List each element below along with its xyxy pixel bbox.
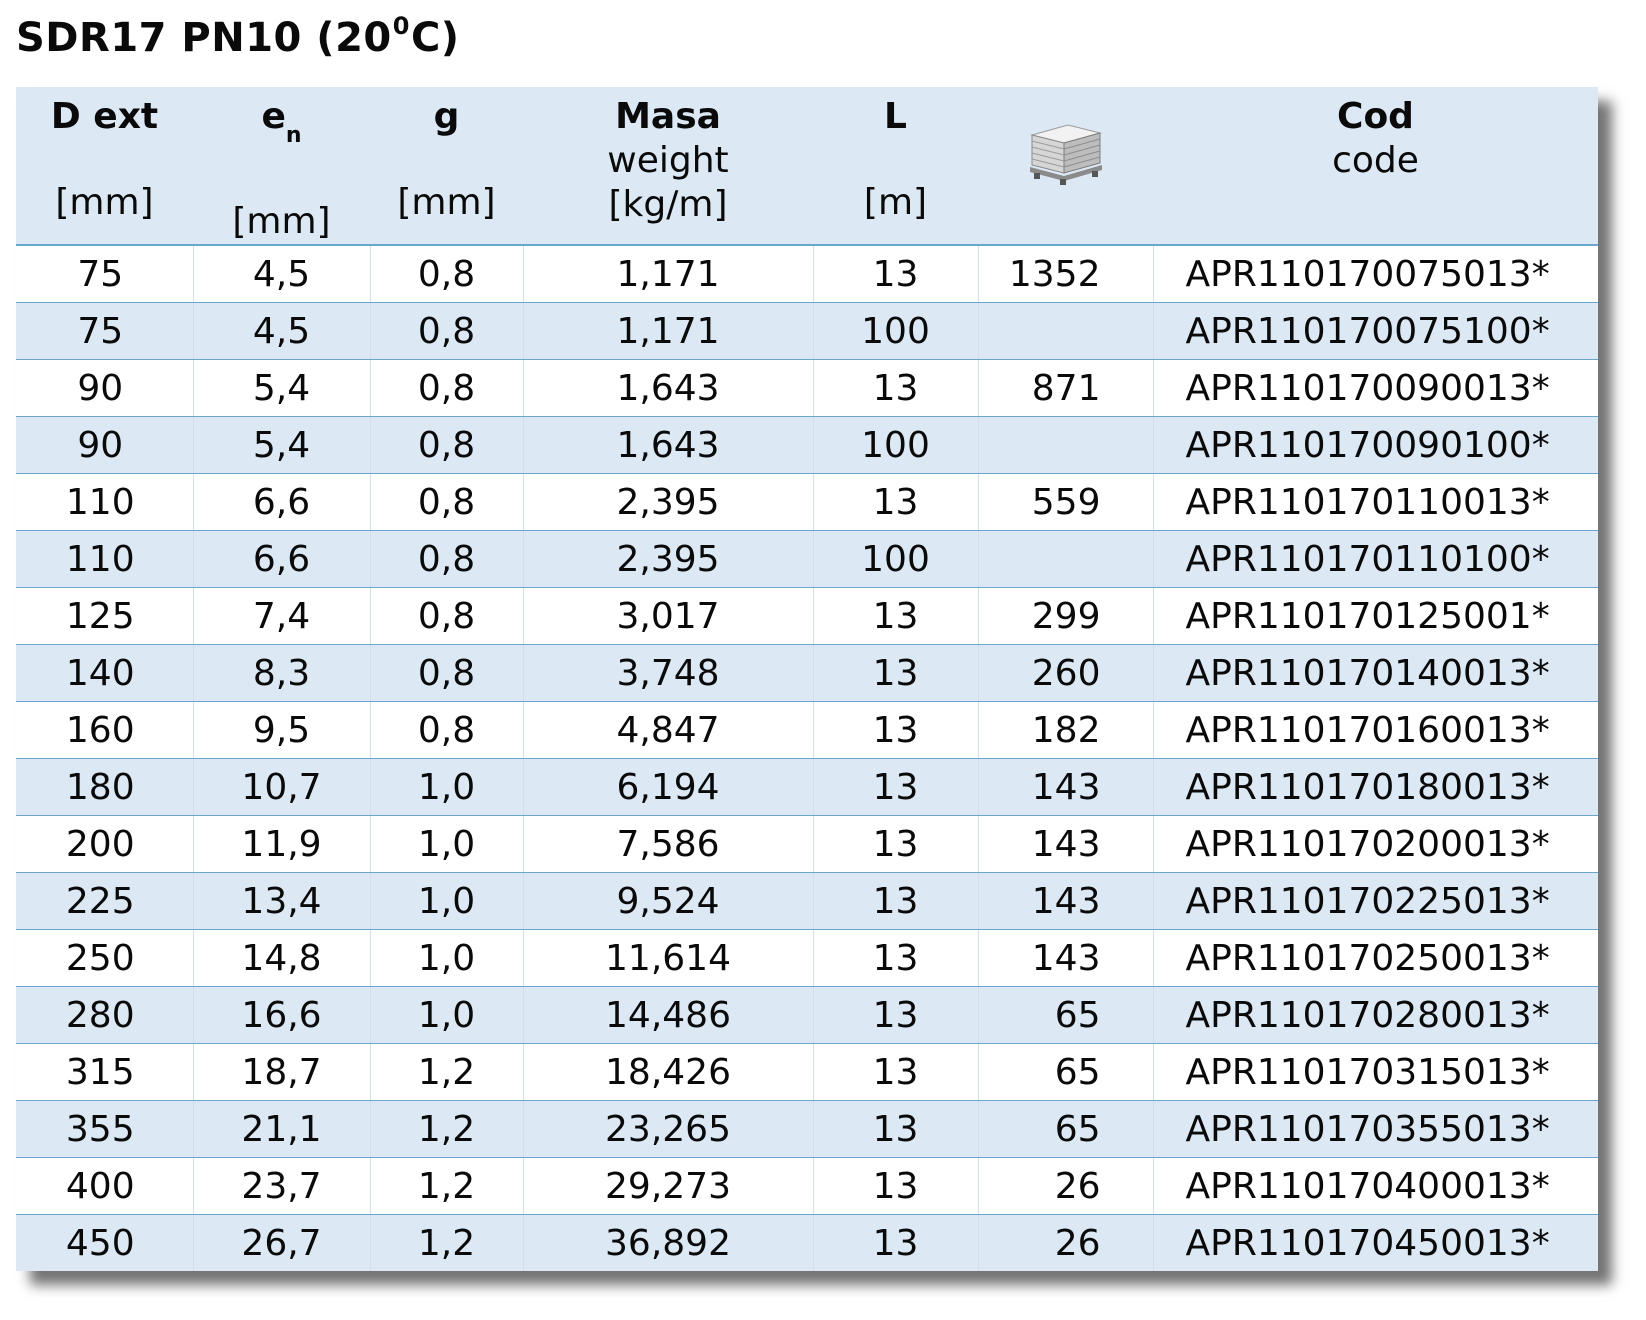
table-row <box>16 1158 1598 1215</box>
cell-en: 9,5 <box>193 702 370 759</box>
table-row <box>16 702 1598 759</box>
table-row <box>16 645 1598 702</box>
cell-l: 13 <box>813 1101 978 1158</box>
cell-l: 13 <box>813 816 978 873</box>
cell-en: 5,4 <box>193 360 370 417</box>
cell-l: 100 <box>813 303 978 360</box>
cell-en: 6,6 <box>193 474 370 531</box>
cell-code: APR110170110013* <box>1153 474 1598 531</box>
cell-masa: 1,171 <box>523 245 813 303</box>
cell-code: APR110170160013* <box>1153 702 1598 759</box>
table-row <box>16 816 1598 873</box>
cell-dext: 125 <box>16 588 193 645</box>
cell-l: 13 <box>813 474 978 531</box>
cell-en: 10,7 <box>193 759 370 816</box>
header-pallet <box>978 87 1153 245</box>
cell-en: 7,4 <box>193 588 370 645</box>
cell-en: 26,7 <box>193 1215 370 1272</box>
cell-dext: 400 <box>16 1158 193 1215</box>
cell-pallet-qty: 65 <box>978 1044 1153 1101</box>
cell-pallet-qty: 182 <box>978 702 1153 759</box>
cell-g: 0,8 <box>370 245 523 303</box>
table-row <box>16 1215 1598 1272</box>
cell-en: 14,8 <box>193 930 370 987</box>
header-l <box>813 87 978 245</box>
table-row <box>16 588 1598 645</box>
cell-pallet-qty <box>978 417 1153 474</box>
cell-dext: 110 <box>16 474 193 531</box>
cell-code: APR110170250013* <box>1153 930 1598 987</box>
header-cod-name: Cod <box>1337 96 1414 137</box>
header-cod-alt: code <box>1332 140 1419 181</box>
cell-en: 4,5 <box>193 245 370 303</box>
table-body <box>16 245 1598 1271</box>
cell-masa: 36,892 <box>523 1215 813 1272</box>
cell-code: APR110170450013* <box>1153 1215 1598 1272</box>
cell-pallet-qty <box>978 303 1153 360</box>
table-row <box>16 873 1598 930</box>
cell-l: 100 <box>813 417 978 474</box>
cell-masa: 4,847 <box>523 702 813 759</box>
cell-en: 16,6 <box>193 987 370 1044</box>
table-row <box>16 245 1598 303</box>
cell-dext: 90 <box>16 360 193 417</box>
cell-g: 1,2 <box>370 1044 523 1101</box>
cell-code: APR110170075013* <box>1153 245 1598 303</box>
cell-code: APR110170400013* <box>1153 1158 1598 1215</box>
cell-masa: 3,748 <box>523 645 813 702</box>
cell-masa: 1,171 <box>523 303 813 360</box>
cell-g: 0,8 <box>370 360 523 417</box>
cell-masa: 11,614 <box>523 930 813 987</box>
header-dext-unit: [mm] <box>55 182 154 223</box>
cell-l: 13 <box>813 987 978 1044</box>
header-en-letter: e <box>261 96 286 137</box>
cell-masa: 2,395 <box>523 474 813 531</box>
cell-masa: 1,643 <box>523 360 813 417</box>
header-l-unit: [m] <box>863 182 928 223</box>
header-dext <box>16 87 193 245</box>
page-title <box>16 12 460 61</box>
cell-pallet-qty <box>978 531 1153 588</box>
cell-dext: 280 <box>16 987 193 1044</box>
table-row <box>16 1101 1598 1158</box>
pallet-stack-icon <box>1028 123 1104 185</box>
cell-en: 23,7 <box>193 1158 370 1215</box>
cell-g: 0,8 <box>370 645 523 702</box>
cell-l: 13 <box>813 873 978 930</box>
cell-dext: 75 <box>16 303 193 360</box>
cell-g: 1,0 <box>370 930 523 987</box>
cell-masa: 2,395 <box>523 531 813 588</box>
table-row <box>16 417 1598 474</box>
cell-code: APR110170315013* <box>1153 1044 1598 1101</box>
table-header <box>16 87 1598 245</box>
header-masa-alt: weight <box>607 140 729 181</box>
table-row <box>16 303 1598 360</box>
cell-dext: 225 <box>16 873 193 930</box>
cell-code: APR110170280013* <box>1153 987 1598 1044</box>
cell-pallet-qty: 65 <box>978 1101 1153 1158</box>
cell-masa: 1,643 <box>523 417 813 474</box>
cell-code: APR110170355013* <box>1153 1101 1598 1158</box>
title-main: SDR17 PN10 (20 <box>16 15 392 61</box>
header-cod <box>1153 87 1598 245</box>
cell-l: 13 <box>813 759 978 816</box>
header-dext-name: D ext <box>50 96 159 137</box>
cell-code: APR110170180013* <box>1153 759 1598 816</box>
cell-l: 13 <box>813 645 978 702</box>
cell-dext: 355 <box>16 1101 193 1158</box>
cell-g: 1,2 <box>370 1215 523 1272</box>
cell-en: 18,7 <box>193 1044 370 1101</box>
pipe-spec-table-container <box>16 87 1598 1271</box>
header-masa <box>523 87 813 245</box>
table-row <box>16 360 1598 417</box>
cell-dext: 315 <box>16 1044 193 1101</box>
cell-l: 13 <box>813 245 978 303</box>
cell-masa: 3,017 <box>523 588 813 645</box>
cell-pallet-qty: 65 <box>978 987 1153 1044</box>
header-en <box>193 87 370 245</box>
header-g-unit: [mm] <box>397 182 496 223</box>
cell-en: 5,4 <box>193 417 370 474</box>
header-row <box>16 87 1598 245</box>
cell-l: 13 <box>813 930 978 987</box>
cell-dext: 160 <box>16 702 193 759</box>
cell-code: APR110170110100* <box>1153 531 1598 588</box>
cell-en: 4,5 <box>193 303 370 360</box>
cell-en: 8,3 <box>193 645 370 702</box>
cell-code: APR110170225013* <box>1153 873 1598 930</box>
title-degree: 0 <box>392 12 410 40</box>
cell-dext: 90 <box>16 417 193 474</box>
cell-code: APR110170140013* <box>1153 645 1598 702</box>
table-row <box>16 1044 1598 1101</box>
table-row <box>16 531 1598 588</box>
cell-en: 11,9 <box>193 816 370 873</box>
cell-masa: 6,194 <box>523 759 813 816</box>
cell-masa: 14,486 <box>523 987 813 1044</box>
header-masa-name: Masa <box>615 96 721 137</box>
cell-dext: 75 <box>16 245 193 303</box>
cell-pallet-qty: 260 <box>978 645 1153 702</box>
cell-pallet-qty: 143 <box>978 873 1153 930</box>
cell-dext: 250 <box>16 930 193 987</box>
cell-code: APR110170090013* <box>1153 360 1598 417</box>
cell-dext: 450 <box>16 1215 193 1272</box>
cell-pallet-qty: 143 <box>978 930 1153 987</box>
cell-masa: 7,586 <box>523 816 813 873</box>
cell-g: 0,8 <box>370 303 523 360</box>
cell-masa: 29,273 <box>523 1158 813 1215</box>
cell-g: 0,8 <box>370 474 523 531</box>
cell-g: 0,8 <box>370 588 523 645</box>
cell-l: 100 <box>813 531 978 588</box>
cell-pallet-qty: 299 <box>978 588 1153 645</box>
cell-code: APR110170200013* <box>1153 816 1598 873</box>
cell-masa: 23,265 <box>523 1101 813 1158</box>
cell-dext: 180 <box>16 759 193 816</box>
cell-g: 0,8 <box>370 702 523 759</box>
header-l-name: L <box>884 96 907 137</box>
cell-l: 13 <box>813 702 978 759</box>
cell-masa: 18,426 <box>523 1044 813 1101</box>
table-row <box>16 474 1598 531</box>
pipe-spec-table <box>16 87 1598 1271</box>
cell-code: APR110170090100* <box>1153 417 1598 474</box>
cell-code: APR110170075100* <box>1153 303 1598 360</box>
cell-g: 0,8 <box>370 531 523 588</box>
cell-en: 13,4 <box>193 873 370 930</box>
cell-dext: 110 <box>16 531 193 588</box>
cell-en: 21,1 <box>193 1101 370 1158</box>
header-g <box>370 87 523 245</box>
cell-pallet-qty: 871 <box>978 360 1153 417</box>
table-row <box>16 759 1598 816</box>
cell-pallet-qty: 1352 <box>978 245 1153 303</box>
header-g-name: g <box>433 96 460 137</box>
cell-masa: 9,524 <box>523 873 813 930</box>
cell-g: 0,8 <box>370 417 523 474</box>
cell-g: 1,0 <box>370 816 523 873</box>
title-unit: C) <box>410 15 460 61</box>
cell-pallet-qty: 26 <box>978 1215 1153 1272</box>
cell-g: 1,0 <box>370 873 523 930</box>
cell-pallet-qty: 143 <box>978 759 1153 816</box>
cell-l: 13 <box>813 1044 978 1101</box>
header-en-unit: [mm] <box>232 201 331 242</box>
cell-pallet-qty: 559 <box>978 474 1153 531</box>
header-en-name <box>193 95 370 158</box>
header-masa-unit: [kg/m] <box>608 184 728 225</box>
cell-pallet-qty: 143 <box>978 816 1153 873</box>
table-row <box>16 930 1598 987</box>
table-row <box>16 987 1598 1044</box>
cell-l: 13 <box>813 588 978 645</box>
cell-en: 6,6 <box>193 531 370 588</box>
cell-pallet-qty: 26 <box>978 1158 1153 1215</box>
cell-l: 13 <box>813 1158 978 1215</box>
cell-g: 1,2 <box>370 1101 523 1158</box>
cell-g: 1,0 <box>370 987 523 1044</box>
cell-l: 13 <box>813 360 978 417</box>
cell-g: 1,2 <box>370 1158 523 1215</box>
cell-dext: 140 <box>16 645 193 702</box>
cell-g: 1,0 <box>370 759 523 816</box>
header-en-subscript: n <box>285 123 302 148</box>
cell-code: APR110170125001* <box>1153 588 1598 645</box>
cell-l: 13 <box>813 1215 978 1272</box>
cell-dext: 200 <box>16 816 193 873</box>
